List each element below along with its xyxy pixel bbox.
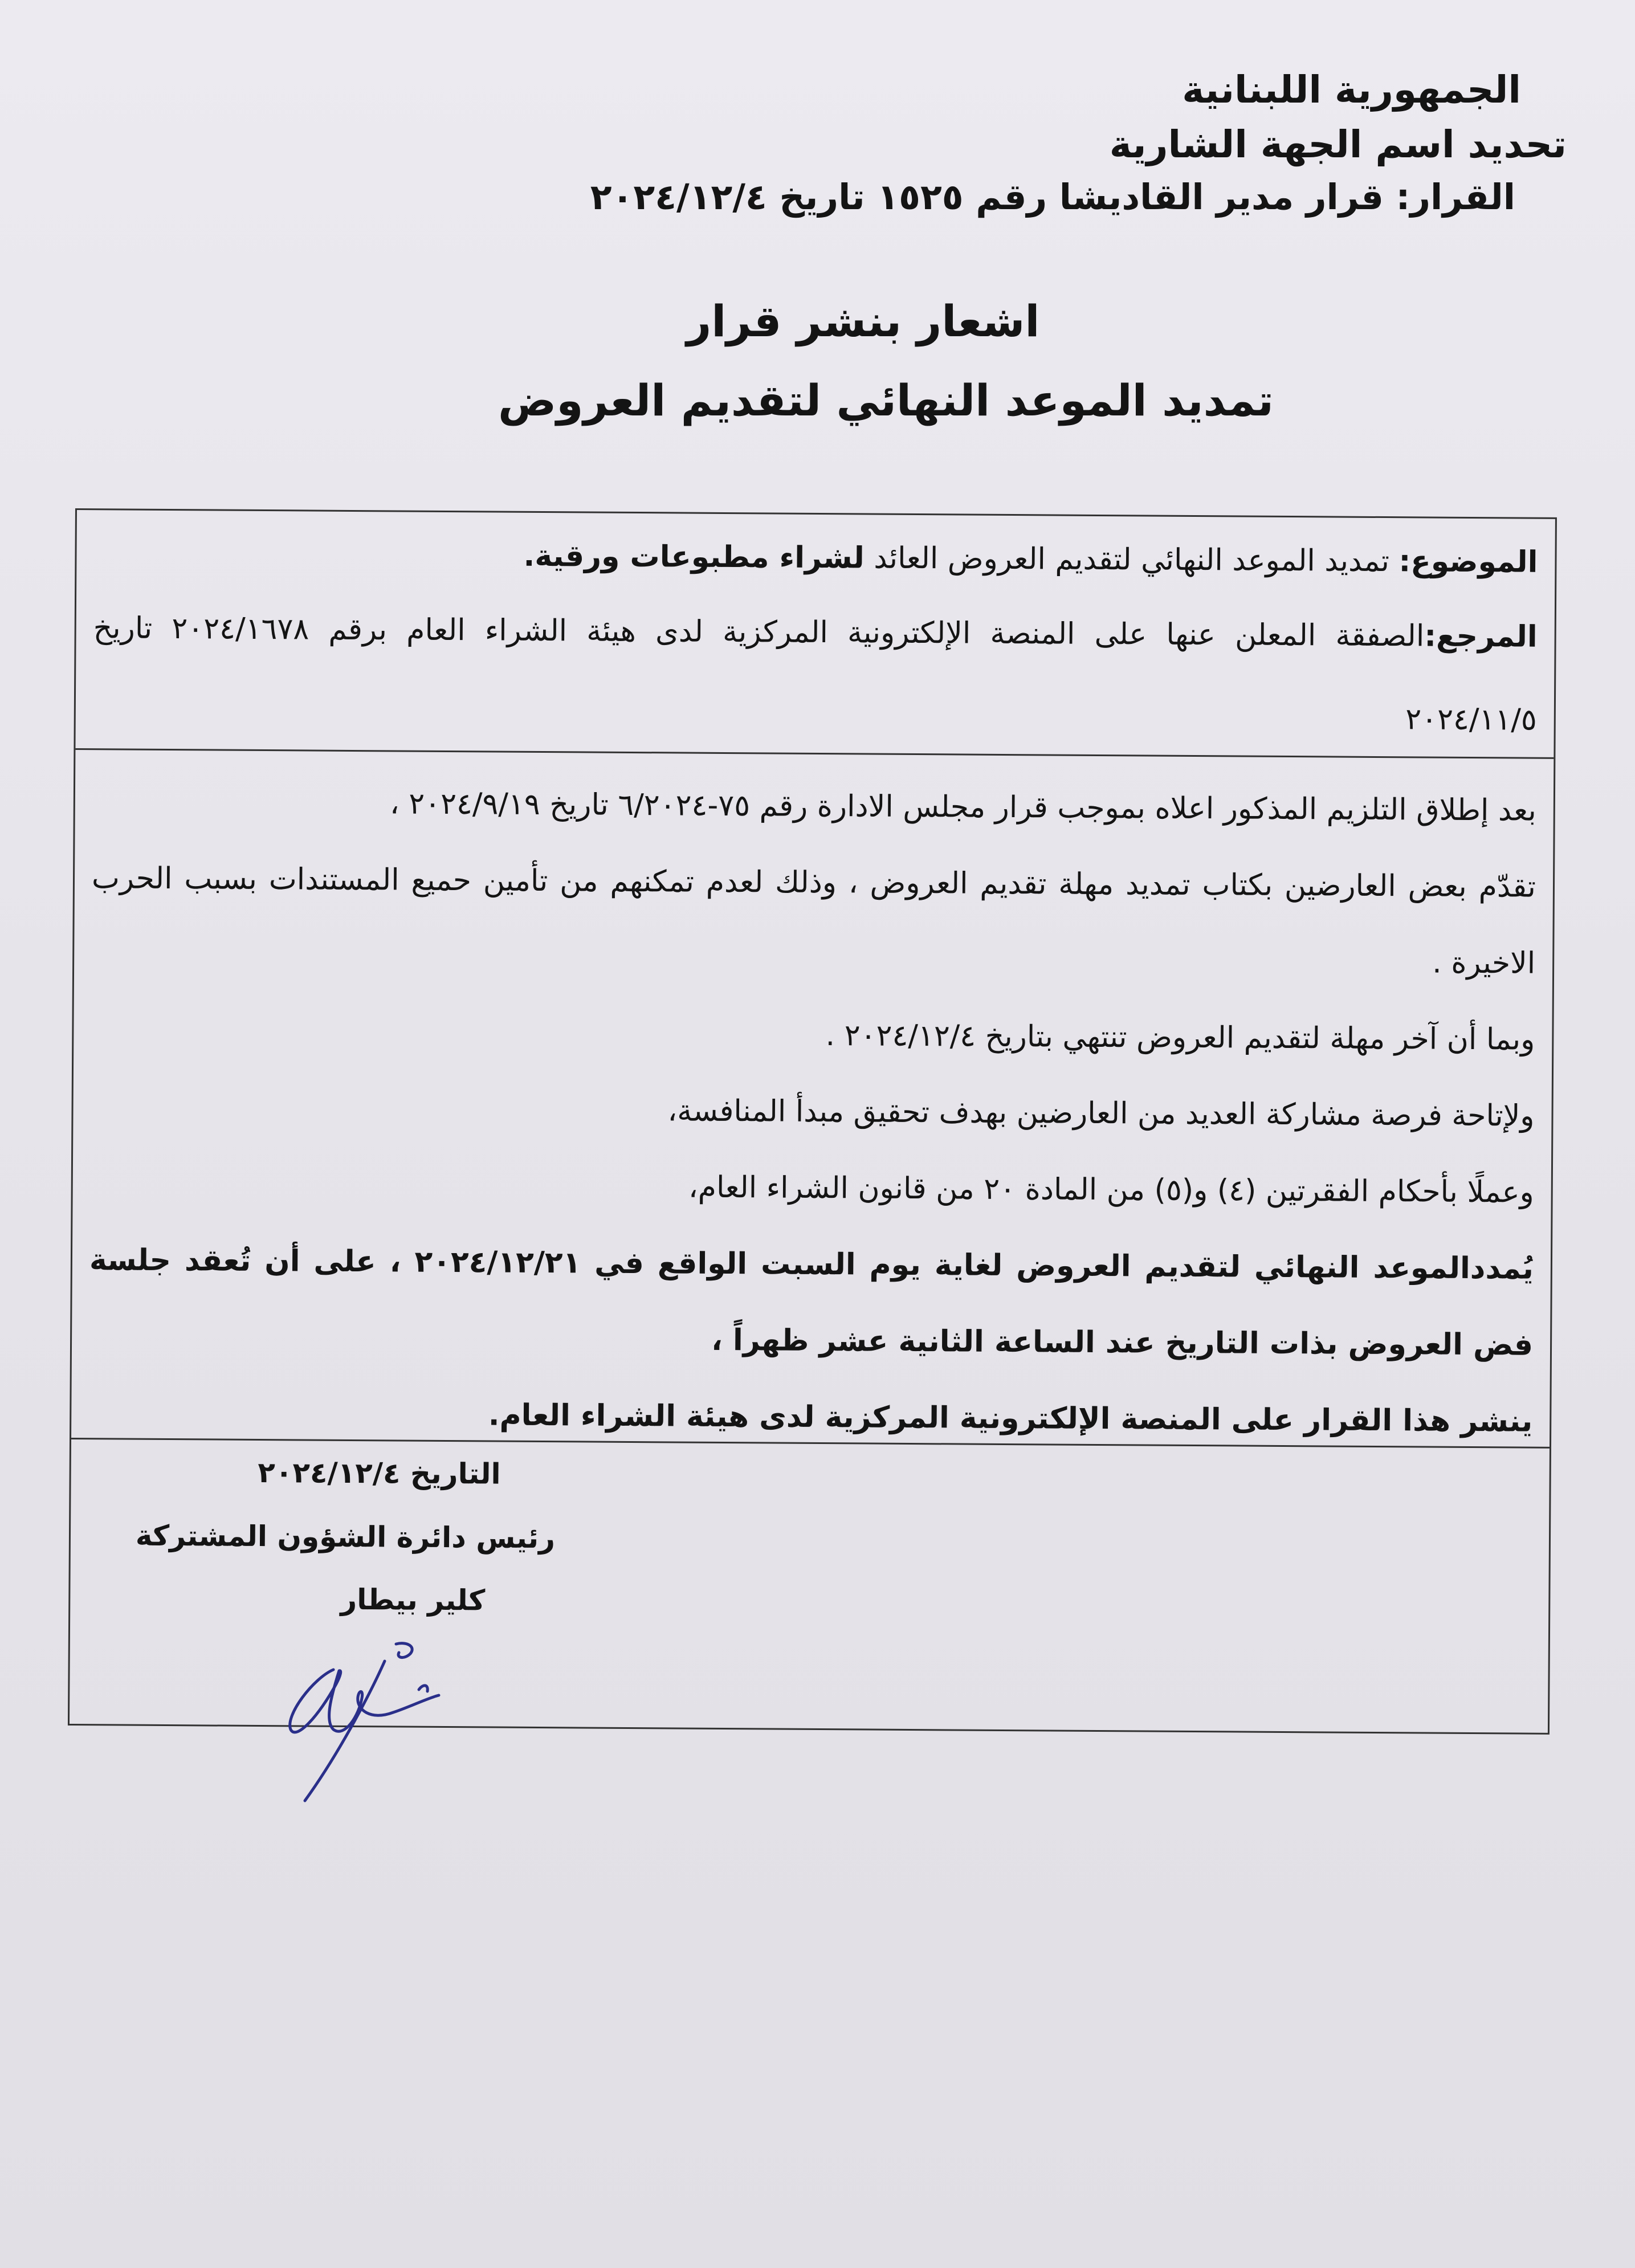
subject-text: تمديد الموعد النهائي لتقديم العروض العائد: [864, 541, 1399, 579]
body-paragraph-1: بعد إطلاق التلزيم المذكور اعلاه بموجب قرار مجلس الادارة رقم ٧٥-٦/٢٠٢٤ تاريخ ٢٠٢٤/٩/١٩ ،: [389, 786, 1536, 828]
decision-box: [68, 508, 1557, 1735]
body-paragraph-3: وبما أن آخر مهلة لتقديم العروض تنتهي بتاريخ ٢٠٢٤/١٢/٤ .: [825, 1018, 1535, 1057]
notice-title: اشعار بنشر قرار: [686, 296, 1040, 346]
issuing-entity: تحديد اسم الجهة الشارية: [1109, 122, 1567, 166]
body-paragraph-7: ينشر هذا القرار على المنصة الإلكترونية المركزية لدى هيئة الشراء العام.: [488, 1398, 1533, 1439]
subject-line: [93, 529, 1538, 586]
body-paragraph-4: ولإتاحة فرصة مشاركة العديد من العارضين بهدف تحقيق مبدأ المنافسة،: [667, 1094, 1535, 1133]
notice-subtitle: تمديد الموعد النهائي لتقديم العروض: [498, 375, 1274, 426]
body-paragraph-6: يُمددالموعد النهائي لتقديم العروض لغاية يوم السبت الواقع في ٢٠٢٤/١٢/٢١ ، على أن تُعقد جلسة فض العروض بذات التاريخ عند الساعة الثانية عشر ظهراً ،: [89, 1243, 1534, 1363]
signatory-title: رئيس دائرة الشؤون المشتركة: [135, 1519, 556, 1555]
subject-label: الموضوع:: [1398, 544, 1538, 580]
decision-body-section: [71, 748, 1554, 1447]
subject-text-bold: لشراء مطبوعات ورقية.: [523, 539, 865, 576]
country-name: الجمهورية اللبنانية: [1182, 68, 1521, 112]
body-paragraph-2: تقدّم بعض العارضين بكتاب تمديد مهلة تقديم العروض ، وذلك لعدم تمكنهم من تأمين حميع المستندات بسبب الحرب الاخيرة .: [91, 861, 1536, 981]
reference-line: [92, 586, 1538, 761]
decision-reference: القرار: قرار مدير القاديشا رقم ١٥٢٥ تاريخ ٢٠٢٤/١٢/٤: [590, 176, 1515, 218]
signatory-name: كلير بيطار: [340, 1582, 486, 1617]
reference-label: المرجع:: [1424, 619, 1538, 654]
signature-date: التاريخ ٢٠٢٤/١٢/٤: [258, 1455, 501, 1491]
handwritten-signature: [274, 1630, 462, 1806]
notice-titles: [0, 296, 1635, 455]
reference-text: الصفقة المعلن عنها على المنصة الإلكترونية المركزية لدى هيئة الشراء العام برقم ٢٠٢٤/١٦٧٨ تاريخ ٢٠٢٤/١١/٥: [93, 611, 1537, 737]
subject-reference-section: [75, 510, 1555, 757]
document-header: [142, 63, 1567, 223]
body-paragraph-5: وعملًا بأحكام الفقرتين (٤) و(٥) من المادة ٢٠ من قانون الشراء العام،: [688, 1170, 1534, 1210]
